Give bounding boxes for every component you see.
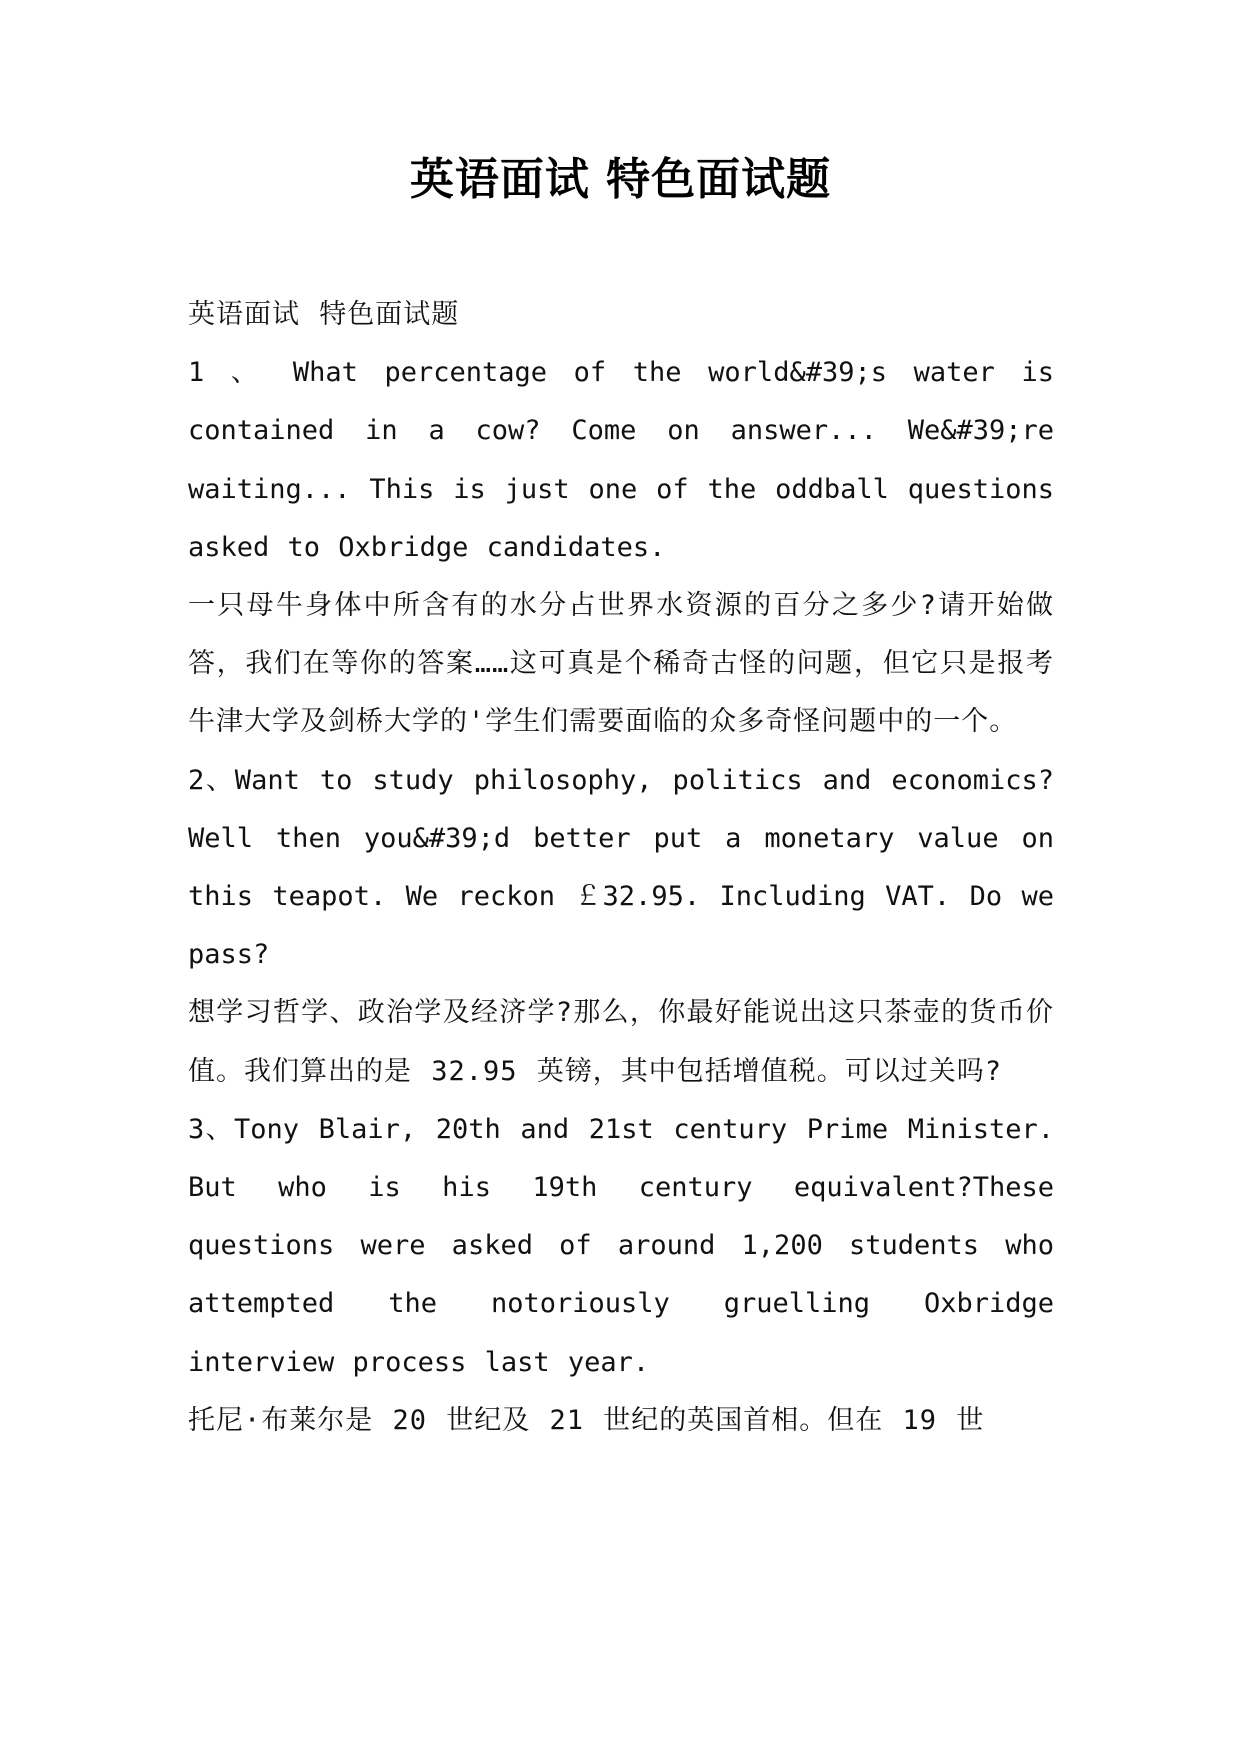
document-body xyxy=(188,286,1054,1450)
paragraph-q3-zh: 托尼·布莱尔是 20 世纪及 21 世纪的英国首相。但在 19 世 xyxy=(188,1404,985,1436)
document-title: 英语面试 特色面试题 xyxy=(409,154,832,205)
paragraph-q2-zh: 想学习哲学、政治学及经济学?那么，你最好能说出这只茶壶的货币价值。我们算出的是 32.95 英镑，其中包括增值税。可以过关吗? xyxy=(188,997,1054,1087)
paragraph-q3-en: 3、Tony Blair, 20th and 21st century Prime Minister. But who is his 19th century equivalent?These questions were asked of around 1,200 students who attempted the notoriously gruelling Oxbridge interview process last year. xyxy=(188,1113,1054,1378)
paragraph-q1-en: 1 、 What percentage of the world&#39;s water is contained in a cow? Come on answer... We&#39;re waiting... This is just one of the oddball questions asked to Oxbridge candidates. xyxy=(188,357,1054,563)
paragraph-q1-zh: 一只母牛身体中所含有的水分占世界水资源的百分之多少?请开始做答，我们在等你的答案……这可真是个稀奇古怪的问题，但它只是报考牛津大学及剑桥大学的'学生们需要面临的众多奇怪问题中的一个。 xyxy=(188,590,1054,738)
paragraph-q2-en: 2、Want to study philosophy, politics and economics? Well then you&#39;d better put a monetary value on this teapot. We reckon ￡32.95. Including VAT. Do we pass? xyxy=(188,764,1054,971)
document-subtitle: 英语面试 特色面试题 xyxy=(188,299,460,330)
